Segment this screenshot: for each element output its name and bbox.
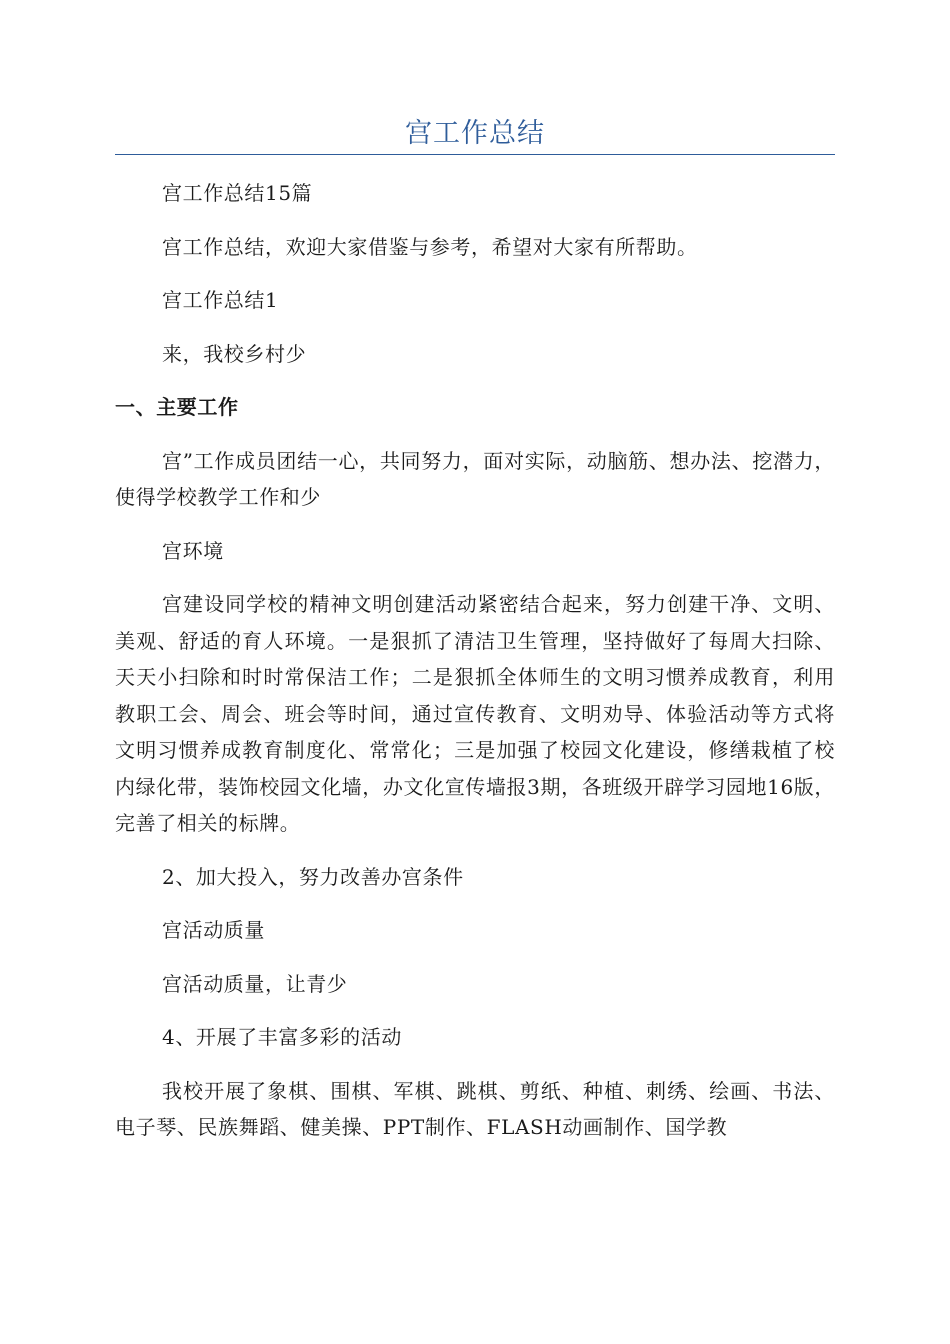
paragraph: 2、加大投入，努力改善办宫条件	[162, 864, 464, 889]
paragraph: 宫”工作成员团结一心，共同努力，面对实际，动脑筋、想办法、挖潜力，使得学校教学工作和少	[115, 448, 835, 509]
document-title: 宫工作总结	[405, 118, 545, 149]
paragraph: 宫建设同学校的精神文明创建活动紧密结合起来，努力创建干净、文明、美观、舒适的育人环境。一是狠抓了清洁卫生管理，坚持做好了每周大扫除、天天小扫除和时时常保洁工作；二是狠抓全体师生的文明习惯养成教育，利用教职工会、周会、班会等时间，通过宣传教育、文明劝导、体验活动等方式将文明习惯养成教育制度化、常常化；三是加强了校园文化建设，修缮栽植了校内绿化带，装饰校园文化墙，办文化宣传墙报3期，各班级开辟学习园地16版，完善了相关的标牌。	[115, 592, 835, 835]
paragraph: 宫活动质量，让青少	[162, 971, 348, 996]
section-heading: 一、主要工作	[115, 395, 239, 419]
document-body	[115, 175, 835, 1163]
paragraph: 宫环境	[162, 538, 224, 563]
paragraph: 来，我校乡村少	[162, 341, 307, 366]
paragraph: 宫活动质量	[162, 918, 265, 942]
paragraph-subtitle: 宫工作总结15篇	[162, 181, 313, 205]
title-underline	[115, 154, 835, 155]
paragraph-section-title: 宫工作总结1	[162, 288, 279, 312]
paragraph: 4、开展了丰富多彩的活动	[162, 1025, 402, 1049]
paragraph: 我校开展了象棋、围棋、军棋、跳棋、剪纸、种植、刺绣、绘画、书法、电子琴、民族舞蹈、健美操、PPT制作、FLASH动画制作、国学教	[115, 1078, 835, 1139]
paragraph-intro: 宫工作总结，欢迎大家借鉴与参考，希望对大家有所帮助。	[162, 234, 698, 259]
